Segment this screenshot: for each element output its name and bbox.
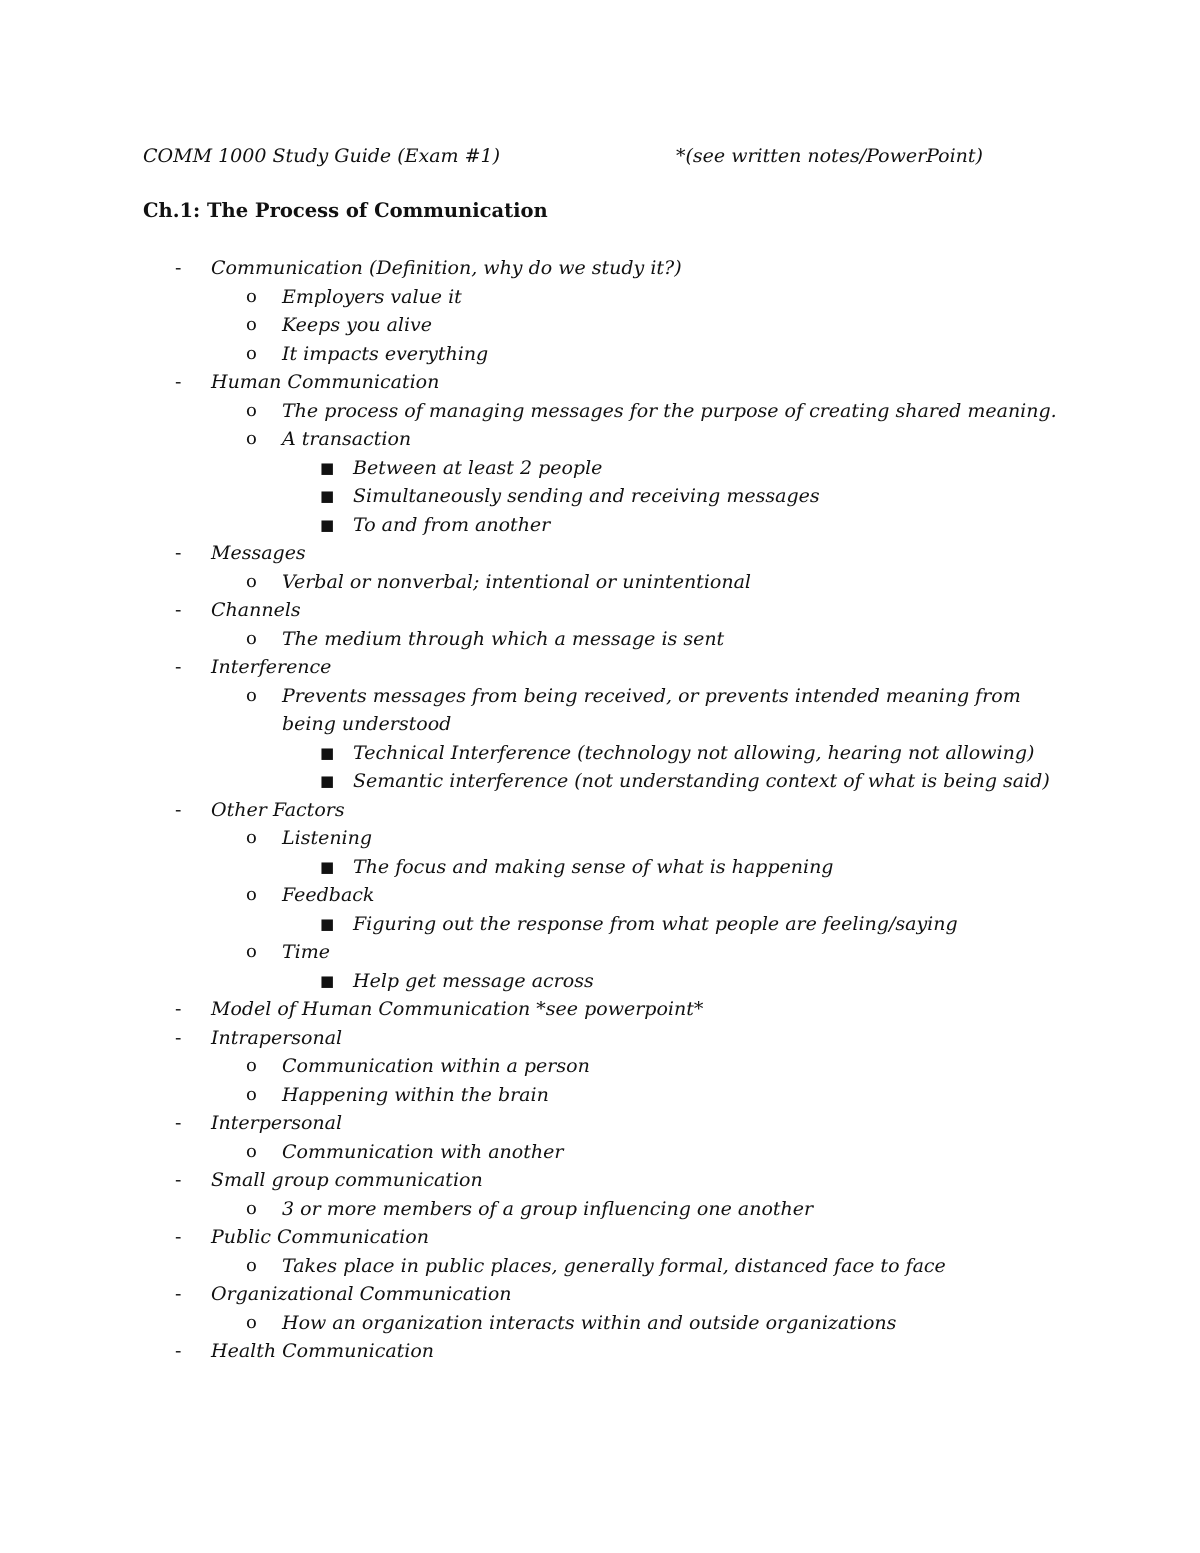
outline-item-text: Public Communication — [211, 1226, 429, 1248]
outline-item-text: Happening within the brain — [282, 1083, 549, 1106]
outline-item-text: How an organization interacts within and outside organizations — [282, 1311, 897, 1334]
outline-item — [0, 1252, 1200, 1281]
outline-item — [0, 1223, 1200, 1252]
bullet-marker: ■ — [320, 914, 335, 933]
outline-item — [0, 653, 1200, 682]
bullet-marker: ■ — [320, 487, 335, 505]
outline-item — [0, 853, 1200, 882]
outline-item — [0, 397, 1200, 426]
bullet-marker: ■ — [320, 971, 335, 990]
outline-item — [0, 340, 1200, 369]
bullet-marker: - — [175, 257, 182, 279]
bullet-marker: o — [246, 428, 257, 449]
bullet-marker: o — [246, 827, 257, 848]
bullet-marker: o — [246, 342, 257, 364]
outline-item-text: Communication with another — [282, 1140, 564, 1163]
document-header — [143, 145, 1043, 173]
outline-item — [0, 1280, 1200, 1309]
bullet-marker: ■ — [320, 857, 335, 876]
bullet-marker: ■ — [320, 772, 335, 790]
outline-item — [0, 425, 1200, 454]
outline-item-text: Communication within a person — [282, 1055, 590, 1077]
outline-item-text: Interpersonal — [211, 1112, 343, 1134]
outline-item-text: To and from another — [353, 513, 551, 536]
outline-item — [0, 1052, 1200, 1081]
bullet-marker: - — [175, 1026, 182, 1049]
outline-item — [0, 682, 1200, 711]
header-title: COMM 1000 Study Guide (Exam #1) — [143, 145, 501, 167]
outline-item — [0, 625, 1200, 654]
bullet-marker: o — [246, 314, 257, 335]
bullet-marker: - — [175, 599, 182, 621]
outline-item-text: Interference — [211, 656, 332, 678]
outline-item-text: Human Communication — [211, 371, 440, 393]
outline-item-text: Verbal or nonverbal; intentional or unintentional — [282, 570, 751, 593]
outline-item-text: Health Communication — [211, 1340, 435, 1362]
outline-item — [0, 368, 1200, 397]
outline-item-text: Simultaneously sending and receiving messages — [353, 485, 820, 507]
outline-item — [0, 967, 1200, 996]
bullet-marker: o — [246, 570, 257, 592]
outline-item-text: The focus and making sense of what is happening — [353, 855, 834, 878]
outline-item — [0, 511, 1200, 540]
bullet-marker: o — [246, 1140, 257, 1162]
outline-item — [0, 454, 1200, 483]
outline-item-text: Feedback — [282, 884, 375, 906]
outline-item-text: The medium through which a message is sent — [282, 627, 725, 650]
bullet-marker: o — [246, 1311, 257, 1333]
study-outline — [0, 254, 1200, 1366]
outline-item-text: Messages — [211, 542, 306, 564]
outline-item — [0, 995, 1200, 1024]
bullet-marker: o — [246, 684, 257, 706]
bullet-marker: - — [175, 798, 182, 821]
outline-item — [0, 938, 1200, 967]
bullet-marker: ■ — [320, 515, 335, 534]
outline-item — [0, 1337, 1200, 1366]
bullet-marker: - — [175, 656, 182, 678]
outline-item — [0, 1081, 1200, 1110]
outline-item — [0, 739, 1200, 768]
outline-item — [0, 1138, 1200, 1167]
outline-item-text: Keeps you alive — [282, 314, 433, 336]
bullet-marker: o — [246, 285, 257, 307]
outline-item-text: It impacts everything — [282, 342, 489, 365]
outline-item — [0, 796, 1200, 825]
bullet-marker: - — [175, 542, 182, 564]
outline-item — [0, 1109, 1200, 1138]
outline-item — [0, 311, 1200, 340]
outline-item — [0, 1166, 1200, 1195]
bullet-marker: o — [246, 1083, 257, 1105]
outline-item — [0, 1309, 1200, 1338]
outline-item-text: Channels — [211, 599, 301, 621]
outline-item — [0, 1195, 1200, 1224]
outline-item — [0, 881, 1200, 910]
outline-item — [0, 710, 1200, 739]
outline-item-text: Other Factors — [211, 798, 345, 821]
outline-item — [0, 1024, 1200, 1053]
bullet-marker: - — [175, 1226, 182, 1248]
outline-item — [0, 539, 1200, 568]
bullet-marker: o — [246, 399, 257, 421]
bullet-marker: o — [246, 1197, 257, 1219]
outline-item-text: Model of Human Communication *see powerpoint* — [211, 998, 704, 1020]
outline-item-text: Takes place in public places, generally formal, distanced face to face — [282, 1254, 946, 1277]
outline-item-text: Time — [282, 941, 331, 963]
bullet-marker: - — [175, 1283, 182, 1305]
outline-item — [0, 767, 1200, 796]
outline-item-text: Organizational Communication — [211, 1283, 512, 1305]
outline-item — [0, 482, 1200, 511]
outline-item-text: Intrapersonal — [211, 1026, 343, 1049]
outline-item-text: Employers value it — [282, 285, 462, 308]
bullet-marker: - — [175, 371, 182, 393]
bullet-marker: ■ — [320, 458, 335, 477]
outline-item-text: Semantic interference (not understanding context of what is being said) — [353, 770, 1050, 792]
outline-item — [0, 283, 1200, 312]
outline-item-text: Small group communication — [211, 1169, 483, 1191]
bullet-marker: ■ — [320, 743, 335, 762]
outline-item-text: Between at least 2 people — [353, 456, 603, 479]
outline-item-text: Figuring out the response from what people are feeling/saying — [353, 912, 958, 935]
outline-item-text: A transaction — [282, 428, 412, 450]
bullet-marker: o — [246, 627, 257, 649]
bullet-marker: o — [246, 941, 257, 962]
chapter-heading: Ch.1: The Process of Communication — [143, 199, 548, 222]
header-note: *(see written notes/PowerPoint) — [676, 145, 983, 167]
bullet-marker: - — [175, 1112, 182, 1134]
outline-item-text: 3 or more members of a group influencing one another — [282, 1197, 814, 1220]
bullet-marker: - — [175, 998, 182, 1020]
outline-item — [0, 254, 1200, 283]
bullet-marker: - — [175, 1169, 182, 1191]
outline-item-text: being understood — [282, 713, 452, 735]
bullet-marker: o — [246, 1055, 257, 1076]
bullet-marker: o — [246, 884, 257, 905]
outline-item-text: Communication (Definition, why do we study it?) — [211, 257, 682, 279]
outline-item-text: Technical Interference (technology not allowing, hearing not allowing) — [353, 741, 1035, 764]
outline-item-text: Prevents messages from being received, or prevents intended meaning from — [282, 684, 1021, 707]
outline-item-text: The process of managing messages for the purpose of creating shared meaning. — [282, 399, 1057, 422]
outline-item — [0, 910, 1200, 939]
outline-item — [0, 596, 1200, 625]
outline-item — [0, 568, 1200, 597]
bullet-marker: - — [175, 1340, 182, 1362]
outline-item — [0, 824, 1200, 853]
outline-item-text: Listening — [282, 827, 373, 849]
bullet-marker: o — [246, 1254, 257, 1276]
outline-item-text: Help get message across — [353, 969, 594, 992]
